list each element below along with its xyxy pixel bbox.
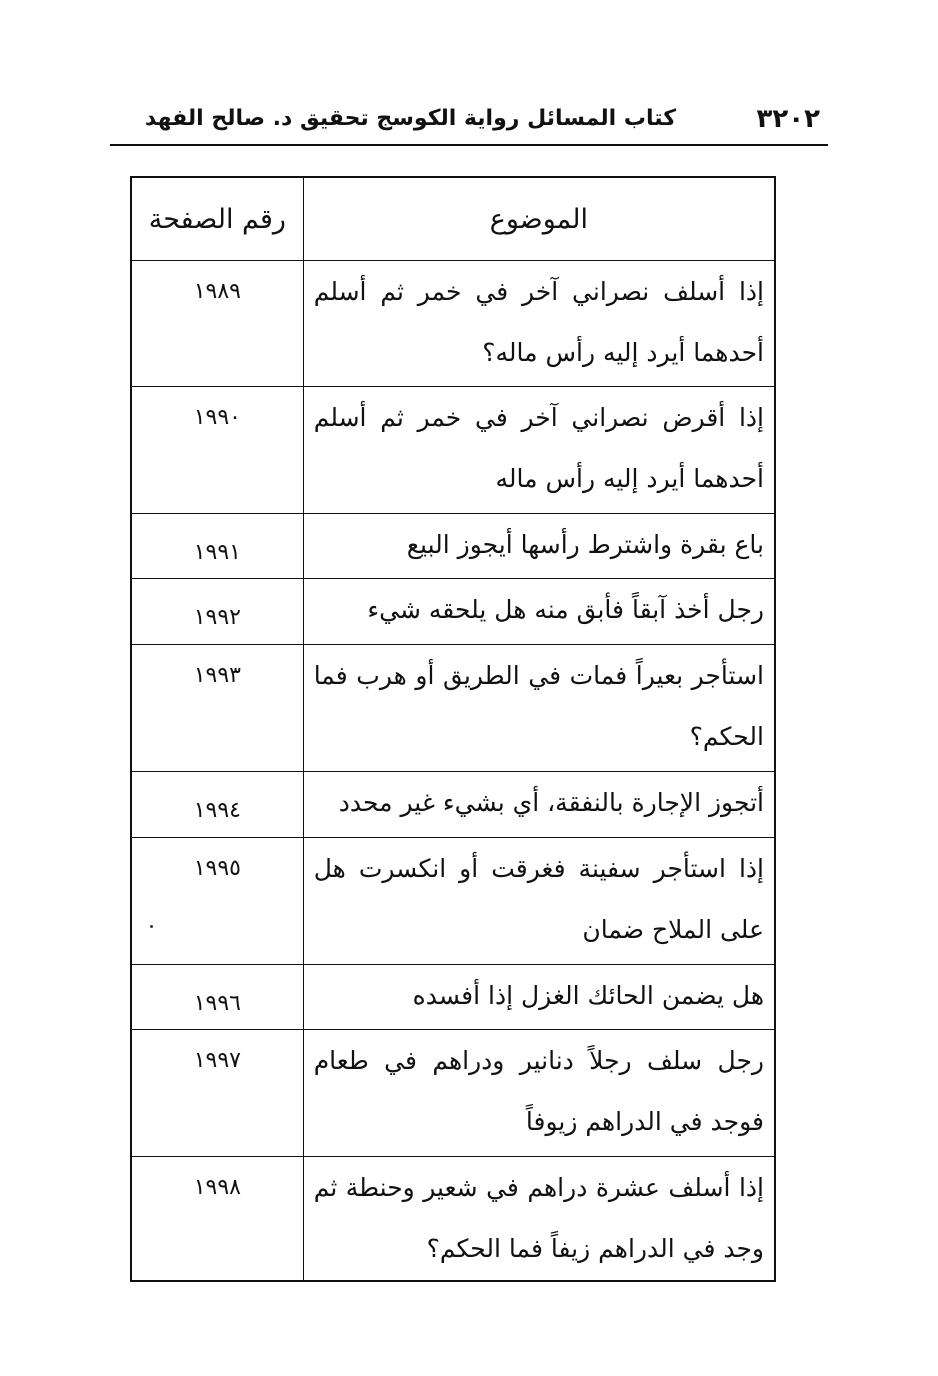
table-row (131, 579, 775, 645)
row-topic: إذا أسلف عشرة دراهم في شعير وحنطة ثم وجد في الدراهم زيفاً فما الحكم؟ (303, 1157, 775, 1281)
row-page-number: ١٩٩٢ (131, 579, 303, 645)
row-topic: رجل سلف رجلاً دنانير ودراهم في طعام فوجد في الدراهم زيوفاً (303, 1030, 775, 1157)
header-topic: الموضوع (303, 177, 775, 261)
book-title: كتاب المسائل رواية الكوسج تحقيق د. صالح الفهد (144, 106, 676, 131)
page-number: ٣٢٠٢ (756, 104, 820, 134)
row-page-number: ١٩٩٠ (131, 387, 303, 514)
row-topic: باع بقرة واشترط رأسها أيجوز البيع (303, 514, 775, 579)
table-row (131, 645, 775, 772)
table-row (131, 387, 775, 514)
row-page-number: ١٩٩٦ (131, 965, 303, 1030)
table-row (131, 772, 775, 838)
table-row (131, 261, 775, 387)
table-row (131, 1157, 775, 1281)
row-topic: إذا استأجر سفينة فغرقت أو انكسرت هل على الملاح ضمان (303, 838, 775, 965)
table-row (131, 838, 775, 965)
table-row (131, 965, 775, 1030)
table-row (131, 514, 775, 579)
row-topic: استأجر بعيراً فمات في الطريق أو هرب فما الحكم؟ (303, 645, 775, 772)
row-page-number: ١٩٩٥ (131, 838, 303, 965)
scan-speck (150, 925, 153, 928)
row-page-number: ١٩٩٤ (131, 772, 303, 838)
header-page-number: رقم الصفحة (131, 177, 303, 261)
row-page-number: ١٩٨٩ (131, 261, 303, 387)
row-page-number: ١٩٩٧ (131, 1030, 303, 1157)
row-page-number: ١٩٩١ (131, 514, 303, 579)
table-row (131, 1030, 775, 1157)
row-topic: إذا أسلف نصراني آخر في خمر ثم أسلم أحدهما أيرد إليه رأس ماله؟ (303, 261, 775, 387)
row-page-number: ١٩٩٣ (131, 645, 303, 772)
row-topic: رجل أخذ آبقاً فأبق منه هل يلحقه شيء (303, 579, 775, 645)
index-table (130, 176, 776, 1282)
row-topic: أتجوز الإجارة بالنفقة، أي بشيء غير محدد (303, 772, 775, 838)
page-header (110, 98, 828, 146)
table-header-row (131, 177, 775, 261)
row-topic: هل يضمن الحائك الغزل إذا أفسده (303, 965, 775, 1030)
row-page-number: ١٩٩٨ (131, 1157, 303, 1281)
row-topic: إذا أقرض نصراني آخر في خمر ثم أسلم أحدهما أيرد إليه رأس ماله (303, 387, 775, 514)
